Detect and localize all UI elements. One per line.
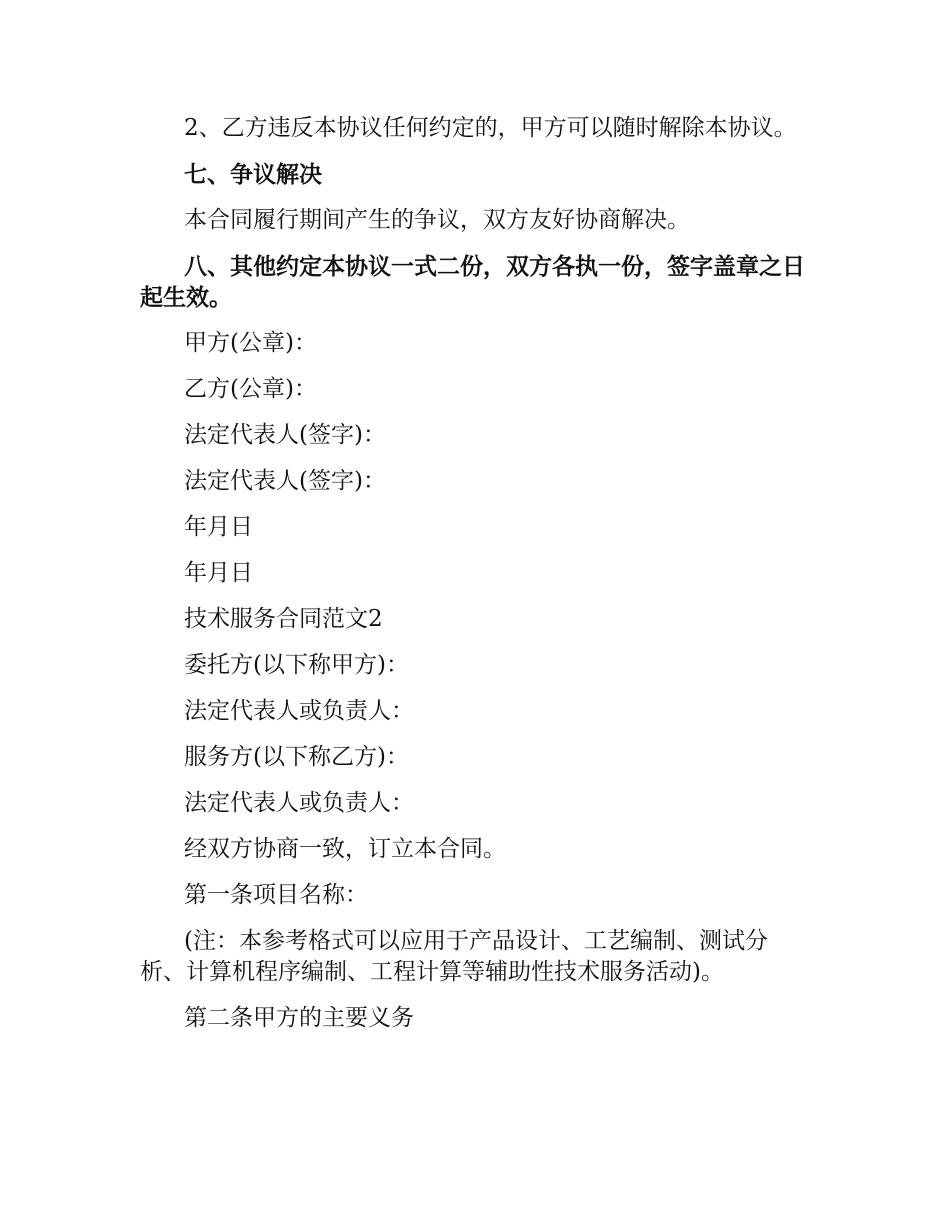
article-one-note: (注：本参考格式可以应用于产品设计、工艺编制、测试分析、计算机程序编制、工程计算等辅助性技术服务活动)。 <box>140 928 768 985</box>
service-party: 服务方(以下称乙方)： <box>184 744 409 770</box>
legal-rep-signature-a: 法定代表人(签字)： <box>184 422 386 448</box>
section-heading-dispute: 七、争议解决 <box>184 161 322 188</box>
article-one-project-name: 第一条项目名称： <box>184 882 368 908</box>
date-line-a: 年月日 <box>184 514 253 540</box>
clause-termination: 2、乙方违反本协议任何约定的，甲方可以随时解除本协议。 <box>184 115 797 141</box>
party-b-seal: 乙方(公章)： <box>184 376 317 402</box>
section-heading-other: 八、其他约定本协议一式二份，双方各执一份，签字盖章之日起生效。 <box>140 253 805 311</box>
article-two-heading: 第二条甲方的主要义务 <box>184 1005 414 1031</box>
date-line-b: 年月日 <box>184 560 253 586</box>
service-legal-rep: 法定代表人或负责人： <box>184 790 414 816</box>
client-party: 委托方(以下称甲方)： <box>184 652 409 678</box>
legal-rep-signature-b: 法定代表人(签字)： <box>184 468 386 494</box>
clause-dispute: 本合同履行期间产生的争议，双方友好协商解决。 <box>184 207 690 233</box>
client-legal-rep: 法定代表人或负责人： <box>184 698 414 724</box>
document-body <box>140 113 810 1049</box>
contract-title: 技术服务合同范文2 <box>184 606 383 632</box>
party-a-seal: 甲方(公章)： <box>184 330 317 356</box>
agreement-statement: 经双方协商一致，订立本合同。 <box>184 836 506 862</box>
